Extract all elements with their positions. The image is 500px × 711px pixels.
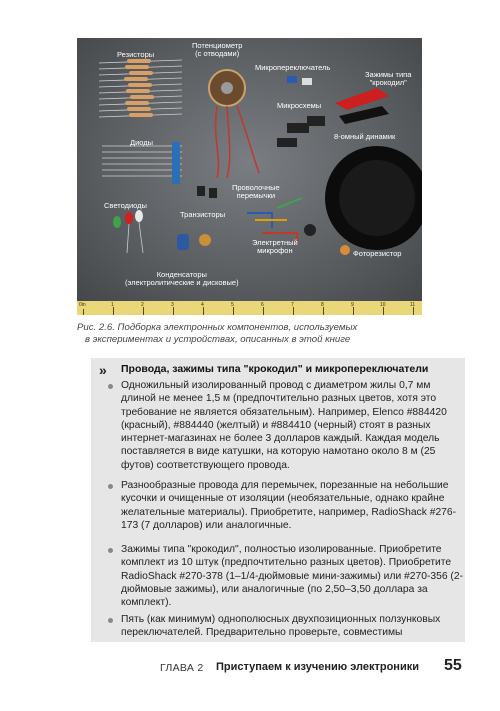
ruler-number: 10 bbox=[380, 302, 386, 308]
ruler-number: 1 bbox=[111, 302, 114, 308]
ruler-number: 4 bbox=[201, 302, 204, 308]
bullet-icon bbox=[108, 484, 113, 489]
bullet-icon bbox=[108, 384, 113, 389]
label-transistors: Транзисторы bbox=[180, 210, 226, 219]
page-number: 55 bbox=[444, 657, 462, 674]
label-electret-mic: Электретный микрофон bbox=[252, 238, 298, 255]
bullet-icon bbox=[108, 548, 113, 553]
ruler bbox=[77, 301, 422, 315]
label-chips: Микросхемы bbox=[277, 101, 322, 110]
label-photoresistor: Фоторезистор bbox=[353, 249, 402, 258]
ruler-number: 2 bbox=[141, 302, 144, 308]
components-photo bbox=[77, 38, 422, 315]
label-capacitors: Конденсаторы (электролитические и дисковые) bbox=[125, 270, 239, 287]
ruler-number: 7 bbox=[291, 302, 294, 308]
list-item: Одножильный изолированный провод с диаметром жилы 0,7 мм длиной не менее 1,5 м (предпочтительно разных цветов, хотя это требование не является обязательным). Например, Elenco #884420 (красный), #884440 (желтый) и #884410 (черный) стоят в разных интернет-магазинах не более 3 долларов каждый. Каждая модель поставляется в виде катушки, на которую намотано около 8 м (25 футов) соответствующего провода. bbox=[121, 380, 447, 471]
label-alligator-clips: Зажимы типа "крокодил" bbox=[365, 70, 412, 87]
label-leds: Светодиоды bbox=[104, 201, 147, 210]
ruler-number: 9 bbox=[351, 302, 354, 308]
box-title: Провода, зажимы типа "крокодил" и микропереключатели bbox=[121, 363, 429, 375]
label-speaker: 8-омный динамик bbox=[334, 132, 396, 141]
label-potentiometer: Потенциометр (с отводами) bbox=[192, 41, 243, 58]
label-jumpers: Проволочные перемычки bbox=[232, 183, 280, 200]
list-item: Разнообразные провода для перемычек, порезанные на небольшие кусочки и очищенные от изоляции (необязательные, однако крайне желательные материалы). Приобретите, например, RadioShack #276-173 (7 долларов) или аналогичные. bbox=[121, 480, 457, 531]
ruler-number: 8 bbox=[321, 302, 324, 308]
ruler-number: 11 bbox=[410, 302, 416, 308]
bullet-icon bbox=[108, 618, 113, 623]
ruler-number: 3 bbox=[171, 302, 174, 308]
ruler-number: 6 bbox=[261, 302, 264, 308]
chevron-marker-icon: » bbox=[99, 362, 107, 378]
ruler-number: 0in bbox=[79, 302, 86, 308]
figure-caption bbox=[77, 322, 422, 346]
label-microswitches: Микропереключатель bbox=[255, 63, 331, 72]
list-item: Пять (как минимум) однополюсных двухпозиционных ползунковых переключателей. Предварительно проверьте, совместимы bbox=[121, 614, 441, 639]
caption-line-1: Рис. 2.6. Подборка электронных компонентов, используемых bbox=[77, 322, 358, 333]
ruler-number: 5 bbox=[231, 302, 234, 308]
label-resistors: Резисторы bbox=[117, 50, 155, 59]
chapter-label: ГЛАВА 2 bbox=[160, 662, 204, 674]
caption-line-2: в экспериментах и устройствах, описанных в этой книге bbox=[85, 334, 351, 345]
list-item: Зажимы типа "крокодил", полностью изолированные. Приобретите комплект из 10 штук (предпочтительно разных цветов). Приобретите RadioShack #270-378 (1–1/4-дюймовые мини-зажимы) или #270-356 (2-дюймовые зажимы), или аналогичные (по 2,50–3,50 доллара за комплект). bbox=[121, 544, 464, 609]
chapter-title: Приступаем к изучению электроники bbox=[216, 661, 419, 673]
label-diodes: Диоды bbox=[130, 138, 154, 147]
